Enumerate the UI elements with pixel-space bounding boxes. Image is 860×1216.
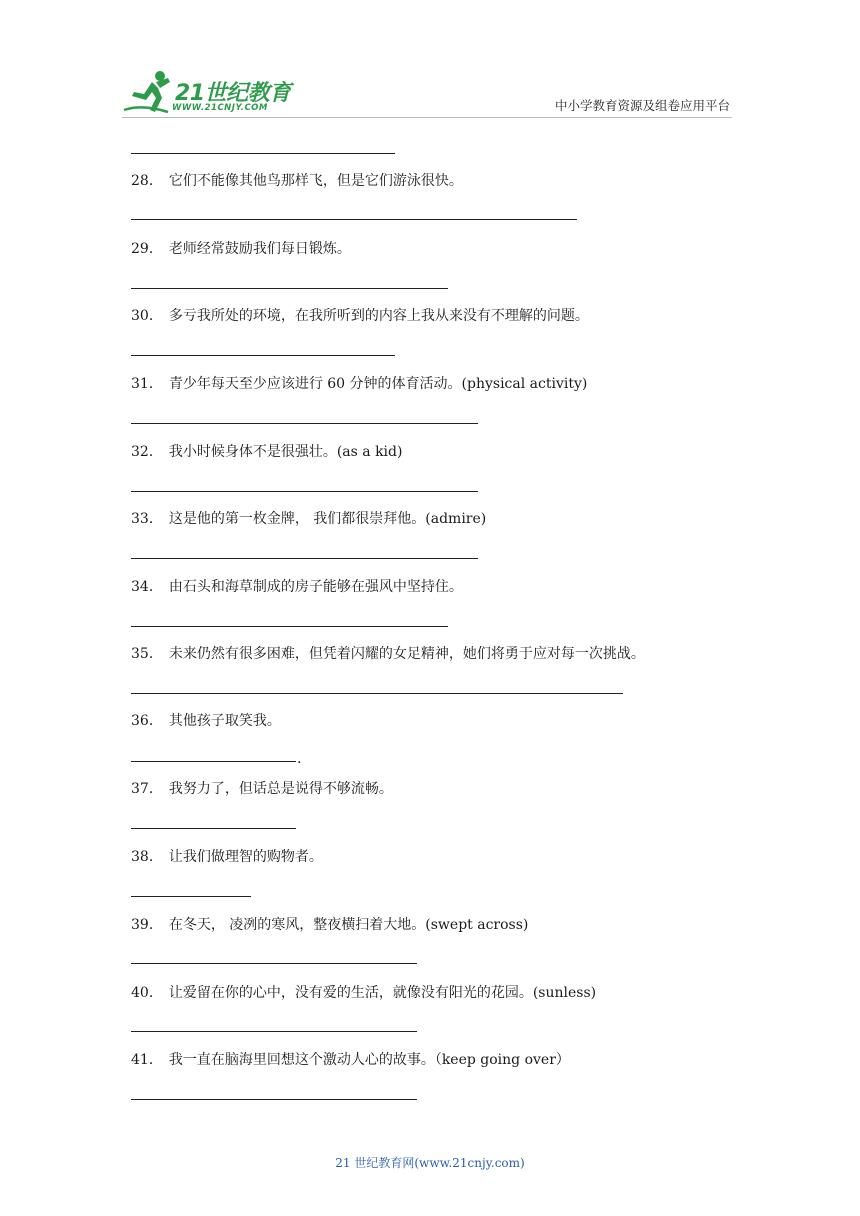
- question-text: 青少年每天至少应该进行 60 分钟的体育活动。(physical activity): [168, 376, 588, 392]
- question-35: [131, 645, 645, 663]
- question-number: 38．: [131, 849, 163, 865]
- logo-url: WWW.21CNJY.COM: [172, 103, 268, 113]
- question-text: 让爱留在你的心中，没有爱的生活，就像没有阳光的花园。(sunless): [168, 985, 597, 1001]
- answer-line-27: [131, 153, 395, 154]
- page-header: [0, 0, 860, 130]
- logo: [122, 68, 292, 118]
- question-text: 让我们做理智的购物者。: [168, 849, 323, 865]
- question-number: 32．: [131, 444, 163, 460]
- question-text: 我努力了，但话总是说得不够流畅。: [168, 781, 393, 797]
- question-number: 36．: [131, 713, 163, 729]
- question-text: 我一直在脑海里回想这个激动人心的故事。（keep going over）: [168, 1052, 570, 1068]
- question-text: 其他孩子取笑我。: [168, 713, 281, 729]
- question-number: 33．: [131, 511, 163, 527]
- header-divider: [122, 117, 732, 118]
- question-text: 由石头和海草制成的房子能够在强风中坚持住。: [168, 579, 463, 595]
- question-text: 它们不能像其他鸟那样飞，但是它们游泳很快。: [168, 173, 463, 189]
- question-32: [131, 443, 402, 461]
- question-text: 在冬天， 凌冽的寒风，整夜横扫着大地。(swept across): [168, 917, 529, 933]
- question-30: [131, 307, 589, 325]
- page-footer: 21 世纪教育网(www.21cnjy.com): [335, 1156, 525, 1170]
- question-38: [131, 848, 323, 866]
- header-platform-text: 中小学教育资源及组卷应用平台: [554, 98, 730, 113]
- question-41: [131, 1051, 570, 1069]
- question-33: [131, 510, 486, 528]
- answer-line-28: [131, 219, 577, 220]
- question-37: [131, 780, 393, 798]
- answer-line-37: [131, 828, 296, 829]
- answer-line-41: [131, 1099, 417, 1100]
- answer-line-36-period: .: [297, 751, 302, 767]
- question-number: 31．: [131, 376, 163, 392]
- answer-line-38: [131, 896, 251, 897]
- question-number: 37．: [131, 781, 163, 797]
- question-number: 39．: [131, 917, 163, 933]
- answer-line-33: [131, 558, 478, 559]
- answer-line-31: [131, 423, 478, 424]
- question-31: [131, 375, 587, 393]
- question-text: 老师经常鼓励我们每日锻炼。: [168, 241, 351, 257]
- answer-line-35: [131, 693, 623, 694]
- question-number: 35．: [131, 646, 163, 662]
- question-28: [131, 172, 463, 190]
- question-number: 30．: [131, 308, 163, 324]
- question-36: [131, 712, 281, 730]
- question-number: 29．: [131, 241, 163, 257]
- answer-line-34: [131, 626, 448, 627]
- answer-line-39: [131, 963, 417, 964]
- question-number: 41．: [131, 1052, 163, 1068]
- question-number: 34．: [131, 579, 163, 595]
- answer-line-29: [131, 288, 448, 289]
- question-number: 28．: [131, 173, 163, 189]
- question-29: [131, 240, 351, 258]
- answer-line-32: [131, 491, 478, 492]
- logo-text: 21世纪教育: [175, 81, 291, 106]
- question-number: 40．: [131, 985, 163, 1001]
- question-text: 我小时候身体不是很强壮。(as a kid): [168, 444, 403, 460]
- question-text: 多亏我所处的环境，在我所听到的内容上我从来没有不理解的问题。: [168, 308, 589, 324]
- answer-line-40: [131, 1031, 417, 1032]
- question-34: [131, 578, 463, 596]
- question-39: [131, 916, 528, 934]
- question-text: 这是他的第一枚金牌， 我们都很崇拜他。(admire): [168, 511, 487, 527]
- question-text: 未来仍然有很多困难，但凭着闪耀的女足精神，她们将勇于应对每一次挑战。: [168, 646, 645, 662]
- answer-line-30: [131, 355, 395, 356]
- question-40: [131, 984, 596, 1002]
- answer-line-36: [131, 761, 296, 762]
